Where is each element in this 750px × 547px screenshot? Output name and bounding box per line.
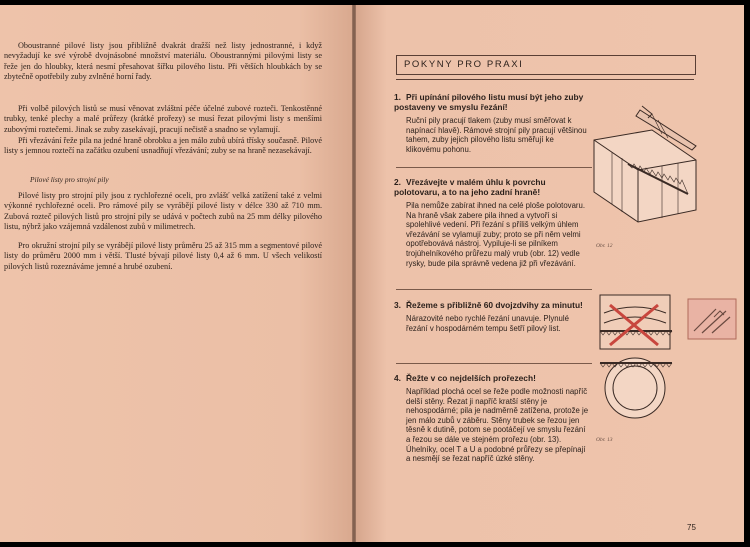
paragraph-1: Oboustranné pilové listy jsou přibližně dvakrát dražší než listy jednostranné, i když nevyžadují ke své výrobě dvojnásobné množství materiálu. Oboustrannými pilovými listy se řeže jen do hloubky, která nesmí přesahovat šířku pilového listu. Při větších hloubkách by se zbytečně opotřebily zuby zvlněné horní řady.	[4, 41, 322, 82]
item-divider	[396, 167, 592, 168]
instruction-item-4	[394, 373, 590, 464]
section-title: POKYNY PRO PRAXI	[404, 59, 524, 70]
figure-13-illustration	[594, 293, 744, 438]
left-page	[0, 5, 352, 542]
paragraph-4: Pilové listy pro strojní pily jsou z rychlořezné oceli, pro zvlášť velká zatížení také z velmi výkonné rychlořezné oceli. Pro rámové pily se vyrábějí pilové listy v délce 330 až 710 mm. Zubová rozteč pilových listů pro strojní pily se udává v počtech zubů na 25 mm délky pilového listu, nýbrž jako vzájemná vzdálenost zubů v milimetrech.	[4, 191, 322, 232]
right-page	[356, 5, 744, 542]
item-number: 2.	[394, 177, 401, 187]
item-divider	[396, 363, 592, 364]
item-heading: Vřezávejte v malém úhlu k povrchu polotovaru, a to na jeho zadní hraně!	[394, 177, 546, 197]
item-number: 4.	[394, 373, 401, 383]
subheading: Pilové listy pro strojní pily	[30, 175, 109, 184]
item-heading: Řežeme s přibližně 60 dvojzdvihy za minutu!	[406, 300, 583, 310]
section-title-box	[396, 55, 696, 75]
instruction-item-3	[394, 300, 590, 333]
figure-12-illustration	[592, 100, 702, 240]
item-heading: Při upínání pilového listu musí být jeho zuby postaveny ve smyslu řezání!	[394, 92, 584, 112]
item-body: Nárazovité nebo rychlé řezání unavuje. Plynulé řezání v hospodárném tempu šetří pilový list.	[406, 314, 569, 333]
figure-13-caption: Obr. 13	[596, 437, 613, 443]
item-body: Například plochá ocel se řeže podle možnosti napříč delší stěny. Řezat ji napříč kratší stěny je nehospodárné; pila je nadměrně zatížena, protože je jen málo zubů v záběru. Stěny trubek se řezou jen těsně k dutině, potom se pootáčejí ve smyslu řezání a řezou se dále ve stejném prořezu (obr. 13). Úhelníky, ocel T a U a podobné průřezy se přepínají a nesmějí se řezat napříč úzké stěny.	[406, 387, 589, 464]
item-number: 3.	[394, 300, 401, 310]
item-body: Ruční pily pracují tlakem (zuby musí směřovat k napínací hlavě). Rámové strojní pily pracují většinou tahem, zuby jejich pilového listu směřují ke klikovému pohonu.	[406, 116, 587, 154]
instruction-item-2	[394, 177, 590, 268]
item-number: 1.	[394, 92, 401, 102]
item-heading: Řežte v co nejdelších prořezech!	[406, 373, 536, 383]
page-number: 75	[687, 523, 696, 532]
paragraph-5: Pro okružní strojní pily se vyrábějí pilové listy průměru 25 až 315 mm a segmentové pilové listy do průměru 2000 mm i větší. Tlusté bývají pilové listy 0,4 až 6 mm. U všech velikostí pilových listů rozeznáváme jemné a hrubé ozubení.	[4, 241, 322, 271]
item-divider	[396, 289, 592, 290]
paragraph-2: Při volbě pilových listů se musí věnovat zvláštní péče účelné zubové rozteči. Tenkostěnné trubky, tenké plechy a malé průřezy (krátké prořezy) se musí řezat pilovými listy s menšími zubovými roztečemi. Jinak se zuby zasekávají, pracují nečistě a snadno se vylamují.	[4, 104, 322, 134]
figure-12-caption: Obr. 12	[596, 243, 613, 249]
instruction-item-1	[394, 92, 590, 154]
paragraph-3: Při vřezávání řeže pila na jedné hraně obrobku a jen málo zubů ubírá třísky současně. Pilové listy s jemnou roztečí na začátku ozubení usnadňují vřezávání; zuby se na hraně nezasekávají.	[4, 136, 322, 156]
item-body: Pila nemůže zabírat ihned na celé ploše polotovaru. Na hraně však zabere pila ihned a vytvoří si spolehlivé vedení. Při řezání s příliš velkým úhlem vřezávání se vylamují zuby; proto se při něm velmi opotřebovává nástroj. Vypiluje-li se pilníkem trojúhelníkového průřezu malý vrub (obr. 12) vedle rysky, bude pila správně vedena již při vřezávání.	[406, 201, 586, 268]
section-rule	[396, 79, 694, 80]
